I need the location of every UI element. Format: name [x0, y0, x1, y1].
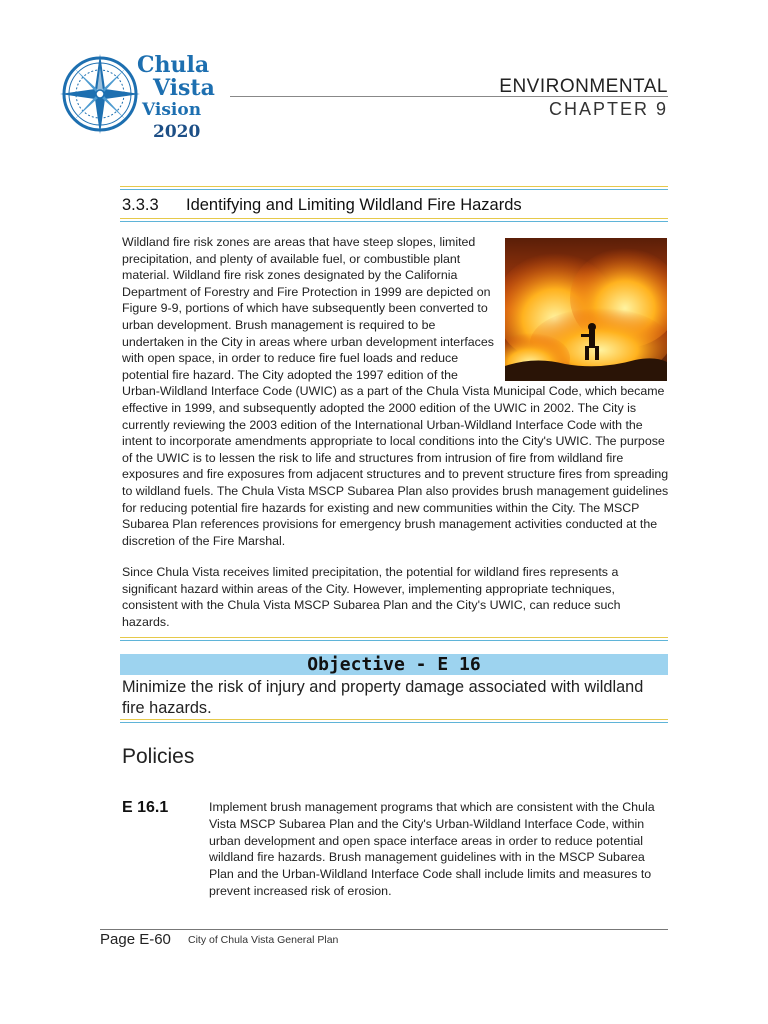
paragraph-1-text: Wildland fire risk zones are areas that have steep slopes, limited precipitation, and plenty of available fuel, or combustible plant material. Wildland fire risk zones designated by the California Department of Forestry and Fire Protection in 1999 are depicted on Figure 9-9, portions of which have subsequently been converted to urban development. Brush management is required to be undertaken in the City in areas where urban development interfaces with open space, in order to reduce fire fuel loads and reduce potential fire hazard. The City adopted the 1997 edition of the Urban-Wildland Interface Code (UWIC) as a part of the Chula Vista Municipal Code, which became effective in 1999, and subsequently adopted the 2000 edition of the UWIC in 2002. The City is currently reviewing the 2003 edition of the International Urban-Wildland Interface Code with the intent to incorporate amendments appropriate to local conditions into the City's UWIC. The purpose of the UWIC is to lessen the risk to life and structures from intrusion of fire from wildland fire exposures and fire exposures from adjacent structures and to prevent structure fires from spreading to wildland fuels. The Chula Vista MSCP Subarea Plan also provides brush management guidelines for reducing potential fire hazards for existing and new communities within the City. The MSCP Subarea Plan references provisions for emergency brush management activities conducted at the discretion of the Fire Marshal.: [122, 235, 669, 548]
policies-heading: Policies: [122, 745, 195, 768]
section-name: ENVIRONMENTAL: [499, 76, 668, 97]
paragraph-1: [122, 234, 670, 549]
section-title: Identifying and Limiting Wildland Fire Hazards: [186, 196, 522, 214]
objective-bottom-rule: [120, 719, 668, 724]
objective-text: Minimize the risk of injury and property damage associated with wildland fire hazards.: [122, 678, 644, 717]
chapter-name: CHAPTER 9: [548, 99, 668, 119]
logo-text-vision: Vision: [142, 100, 202, 120]
logo-text-vista: Vista: [153, 75, 215, 101]
document-title: City of Chula Vista General Plan: [188, 934, 339, 946]
policy-text: Implement brush management programs that which are consistent with the Chula Vista MSCP Subarea Plan and the City's Urban-Wildland Interface Code, within urban development and open space interface areas in order to reduce potential wildland fire hazards. Brush management guidelines with in the MSCP Subarea Plan and the Urban-Wildland Interface Code shall include limits and measures to prevent increased risk of erosion.: [209, 800, 655, 898]
objective-top-rule: [120, 637, 668, 642]
heading-bottom-rule: [120, 218, 668, 223]
policy-id: E 16.1: [122, 799, 169, 816]
logo-text-chula: Chula: [137, 52, 210, 78]
footer-divider: [100, 929, 668, 930]
logo-text-year: 2020: [153, 122, 201, 142]
compass-rose-icon: [60, 52, 140, 152]
heading-top-rule: [120, 186, 668, 191]
chula-vista-vision-2020-logo: [60, 52, 235, 152]
section-heading: [122, 196, 522, 215]
objective-title: Objective - E 16: [307, 654, 481, 675]
paragraph-2: Since Chula Vista receives limited precipitation, the potential for wildland fires represents a significant hazard within areas of the City. However, implementing appropriate techniques, consistent with the Chula Vista MSCP Subarea Plan and the City's UWIC, can reduce such hazards.: [122, 565, 621, 629]
section-number: 3.3.3: [122, 196, 159, 214]
page-number: Page E-60: [100, 931, 171, 948]
